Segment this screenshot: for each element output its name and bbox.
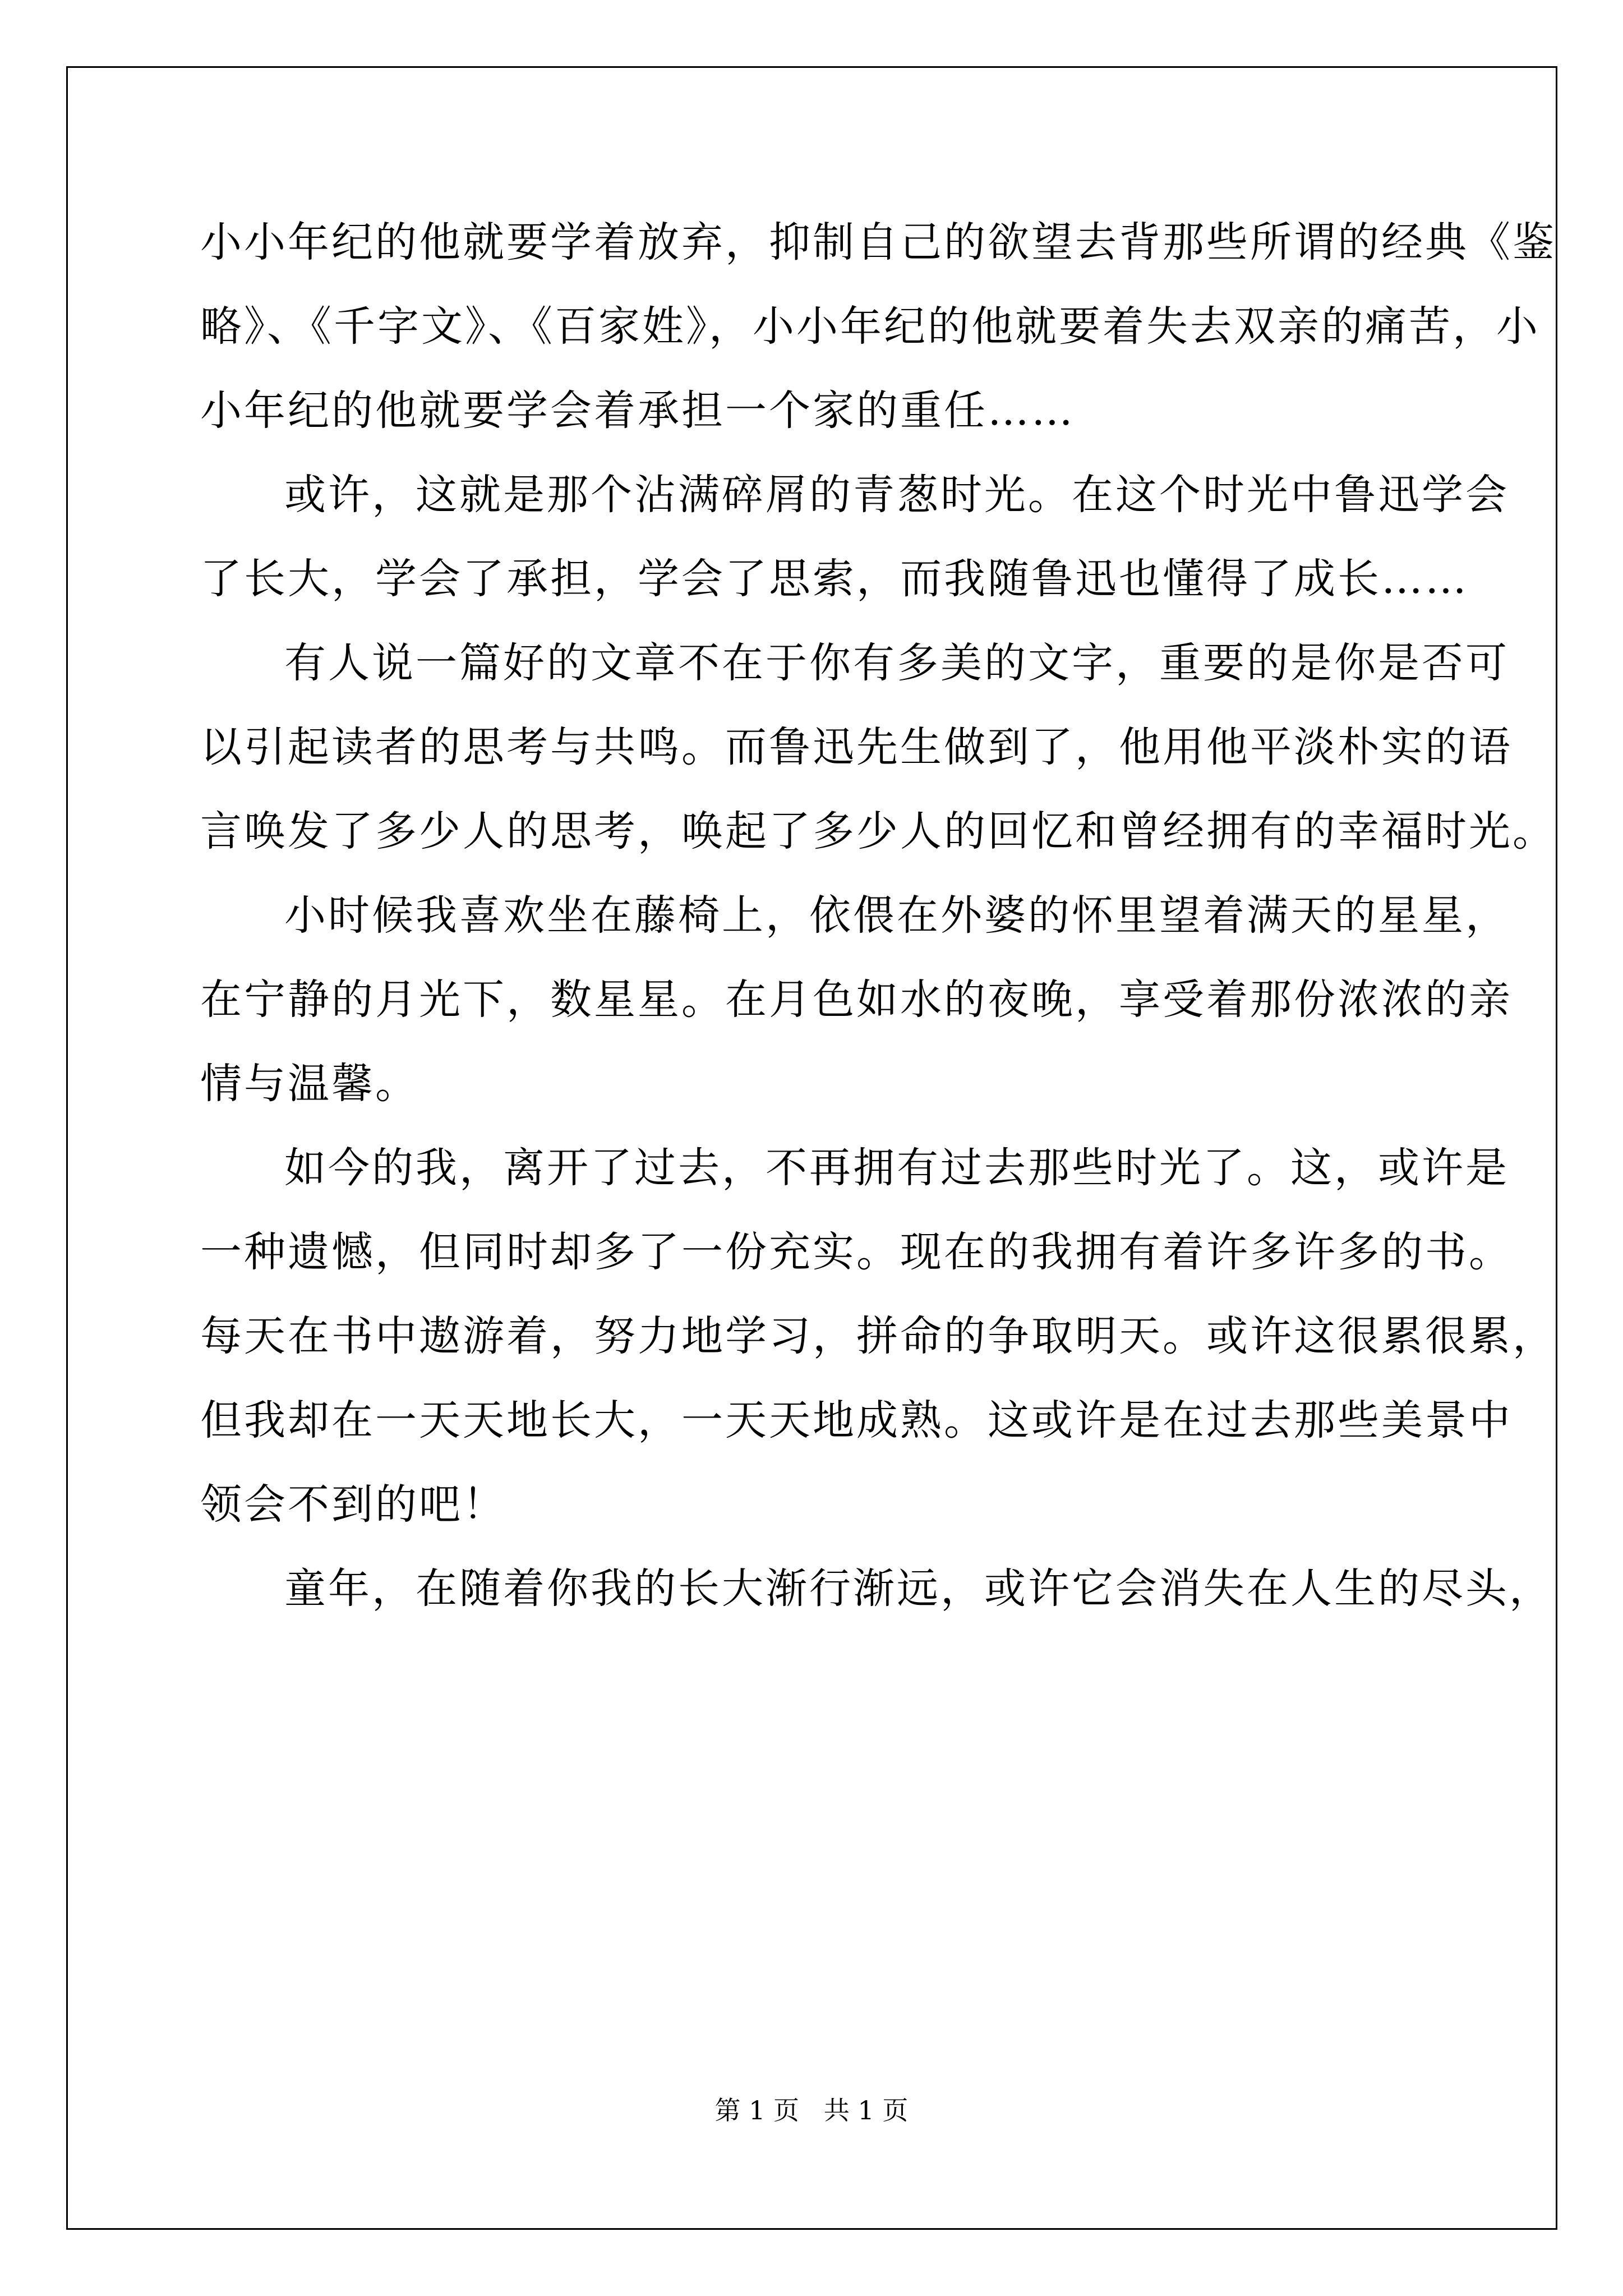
text-line: 一种遗憾，但同时却多了一份充实。现在的我拥有着许多许多的书。 <box>200 1228 1513 1276</box>
text-line: 每天在书中遨游着，努力地学习，拼命的争取明天。或许这很累很累， <box>200 1312 1556 1360</box>
text-line: 言唤发了多少人的思考，唤起了多少人的回忆和曾经拥有的幸福时光。 <box>200 807 1556 855</box>
paragraph-first-line: 或许，这就是那个沾满碎屑的青葱时光。在这个时光中鲁迅学会 <box>284 471 1509 519</box>
text-line: 小年纪的他就要学会着承担一个家的重任…… <box>200 386 1075 435</box>
page-number-footer: 第 1 页 共 1 页 <box>714 2095 909 2125</box>
text-line: 了长大，学会了承担，学会了思索，而我随鲁迅也懂得了成长…… <box>200 555 1469 603</box>
text-line: 小小年纪的他就要学着放弃，抑制自己的欲望去背那些所谓的经典《鉴 <box>200 218 1556 266</box>
text-line: 略》、《千字文》、《百家姓》，小小年纪的他就要着失去双亲的痛苦，小 <box>200 302 1540 351</box>
text-line: 在宁静的月光下，数星星。在月色如水的夜晚，享受着那份浓浓的亲 <box>200 976 1513 1024</box>
text-line: 以引起读者的思考与共鸣。而鲁迅先生做到了，他用他平淡朴实的语 <box>200 723 1513 771</box>
text-line: 情与温馨。 <box>200 1060 419 1108</box>
paragraph-first-line: 小时候我喜欢坐在藤椅上，依偎在外婆的怀里望着满天的星星， <box>284 891 1509 940</box>
text-line: 领会不到的吧！ <box>200 1480 506 1529</box>
paragraph-first-line: 有人说一篇好的文章不在于你有多美的文字，重要的是你是否可 <box>284 639 1509 687</box>
paragraph-first-line: 如今的我，离开了过去，不再拥有过去那些时光了。这，或许是 <box>284 1144 1509 1192</box>
paragraph-first-line: 童年，在随着你我的长大渐行渐远，或许它会消失在人生的尽头， <box>284 1565 1553 1613</box>
text-line: 但我却在一天天地长大，一天天地成熟。这或许是在过去那些美景中 <box>200 1396 1513 1444</box>
